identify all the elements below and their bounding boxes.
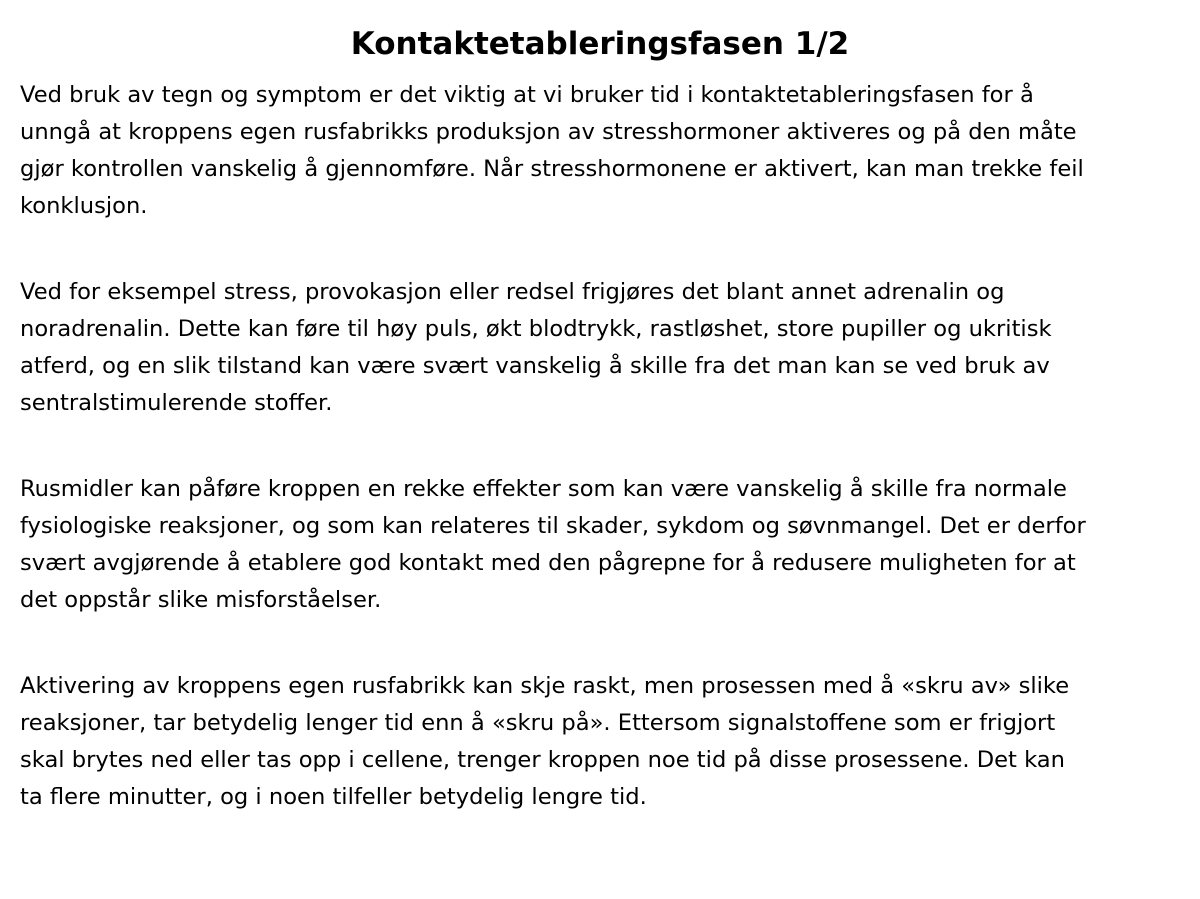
paragraph-line: Ved bruk av tegn og symptom er det viktig at vi bruker tid i kontaktetableringsfasen for å [20, 82, 1034, 108]
paragraph-line: skal brytes ned eller tas opp i cellene, trenger kroppen noe tid på disse prosessene. Det kan [20, 747, 1065, 773]
paragraph-line: reaksjoner, tar betydelig lenger tid enn å «skru på». Ettersom signalstoffene som er frigjort [20, 710, 1056, 736]
paragraph-line: svært avgjørende å etablere god kontakt med den pågrepne for å redusere muligheten for at [20, 550, 1076, 576]
paragraph-1 [20, 77, 1185, 225]
paragraph-line: Rusmidler kan påføre kroppen en rekke effekter som kan være vanskelig å skille fra normale [20, 476, 1067, 502]
paragraph-line: ta flere minutter, og i noen tilfeller betydelig lengre tid. [20, 784, 647, 810]
paragraph-3 [20, 471, 1185, 619]
paragraph-line: sentralstimulerende stoffer. [20, 390, 333, 416]
paragraph-line: atferd, og en slik tilstand kan være svært vanskelig å skille fra det man kan se ved bruk av [20, 353, 1050, 379]
paragraph-2 [20, 274, 1185, 422]
paragraph-line: gjør kontrollen vanskelig å gjennomføre. Når stresshormonene er aktivert, kan man trekke feil [20, 156, 1084, 182]
paragraph-4 [20, 668, 1185, 816]
paragraph-line: noradrenalin. Dette kan føre til høy puls, økt blodtrykk, rastløshet, store pupiller og ukritisk [20, 316, 1052, 342]
paragraph-line: fysiologiske reaksjoner, og som kan relateres til skader, sykdom og søvnmangel. Det er derfor [20, 513, 1086, 539]
slide-title: Kontaktetableringsfasen 1/2 [350, 26, 850, 62]
paragraph-line: konklusjon. [20, 193, 148, 219]
slide-body [20, 77, 1185, 865]
paragraph-line: det oppstår slike misforståelser. [20, 587, 382, 613]
paragraph-line: Aktivering av kroppens egen rusfabrikk kan skje raskt, men prosessen med å «skru av» slike [20, 673, 1070, 699]
paragraph-line: unngå at kroppens egen rusfabrikks produksjon av stresshormoner aktiveres og på den måte [20, 119, 1077, 145]
paragraph-line: Ved for eksempel stress, provokasjon eller redsel frigjøres det blant annet adrenalin og [20, 279, 1005, 305]
